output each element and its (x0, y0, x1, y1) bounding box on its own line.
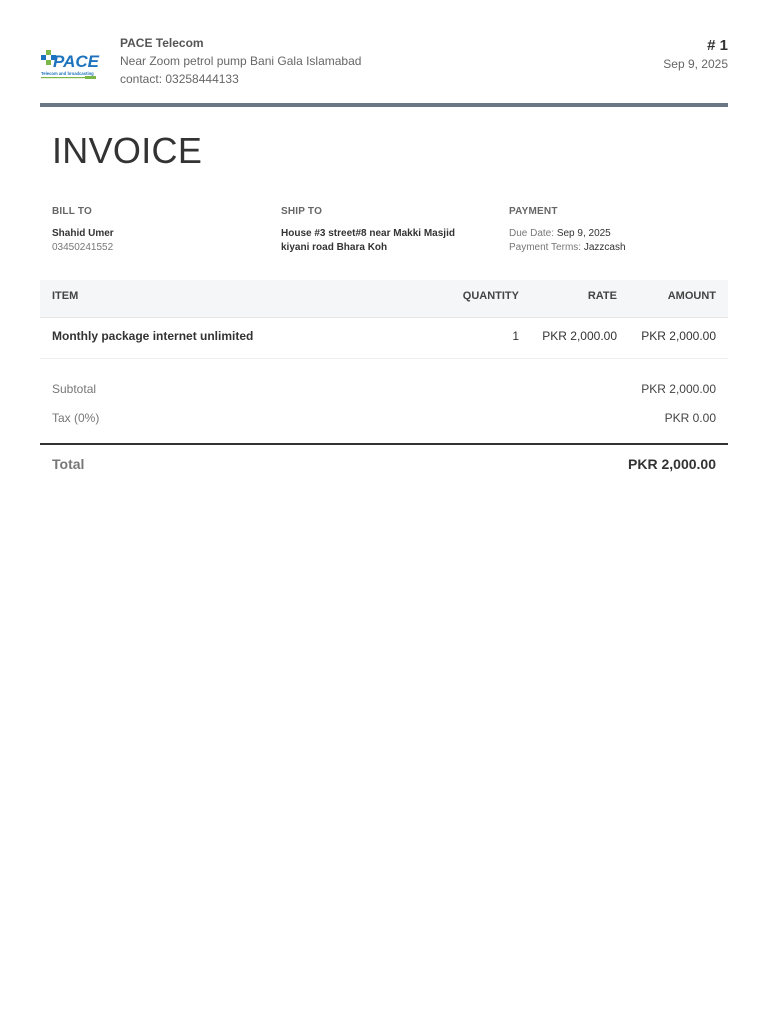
invoice-header (40, 34, 728, 100)
subtotal-label: Subtotal (52, 382, 97, 396)
bill-to-phone: 03450241552 (52, 242, 114, 253)
tax-label: Tax (0%) (52, 411, 100, 425)
header-amount: AMOUNT (667, 290, 716, 302)
tax-row (40, 408, 728, 428)
row-quantity: 1 (512, 329, 519, 343)
payment-terms-label: Payment Terms: (509, 242, 582, 253)
total-divider (40, 443, 728, 445)
ship-to-line2: kiyani road Bhara Koh (281, 242, 388, 253)
bill-to-name: Shahid Umer (52, 228, 114, 239)
subtotal-row (40, 379, 728, 399)
ship-to-line1: House #3 street#8 near Makki Masjid (281, 228, 455, 239)
ship-to-label: SHIP TO (281, 206, 323, 217)
row-amount: PKR 2,000.00 (641, 329, 716, 343)
bill-to-label: BILL TO (52, 206, 92, 217)
invoice-date: Sep 9, 2025 (663, 57, 728, 71)
payment-section (509, 205, 719, 255)
payment-due-date (509, 227, 719, 241)
ship-to-section (281, 205, 491, 255)
due-date-value: Sep 9, 2025 (556, 228, 611, 239)
payment-label: PAYMENT (509, 206, 558, 217)
invoice-number: # 1 (707, 37, 728, 54)
payment-terms (509, 241, 719, 255)
total-label: Total (52, 456, 85, 472)
table-row (40, 318, 728, 359)
items-table-header (40, 280, 728, 318)
company-info (120, 34, 361, 88)
invoice-title: INVOICE (52, 130, 203, 171)
bill-to-section (52, 205, 262, 255)
tax-value: PKR 0.00 (664, 411, 716, 425)
logo-tagline: Telecom and broadcasting (41, 71, 94, 76)
invoice-meta (663, 36, 728, 72)
company-contact: contact: 03258444133 (120, 72, 239, 86)
header-quantity: QUANTITY (462, 290, 519, 302)
row-rate: PKR 2,000.00 (542, 329, 617, 343)
due-date-label: Due Date: (509, 228, 555, 239)
subtotal-value: PKR 2,000.00 (641, 382, 716, 396)
company-address: Near Zoom petrol pump Bani Gala Islamabad (120, 54, 362, 68)
header-divider (40, 103, 728, 107)
header-item: ITEM (52, 290, 79, 302)
payment-terms-value: Jazzcash (583, 242, 626, 253)
logo-wordmark: PACE (53, 52, 99, 71)
header-rate: RATE (587, 290, 617, 302)
total-value: PKR 2,000.00 (628, 456, 716, 472)
row-item: Monthly package internet unlimited (52, 329, 254, 343)
company-name: PACE Telecom (120, 36, 204, 50)
company-logo (40, 42, 100, 82)
